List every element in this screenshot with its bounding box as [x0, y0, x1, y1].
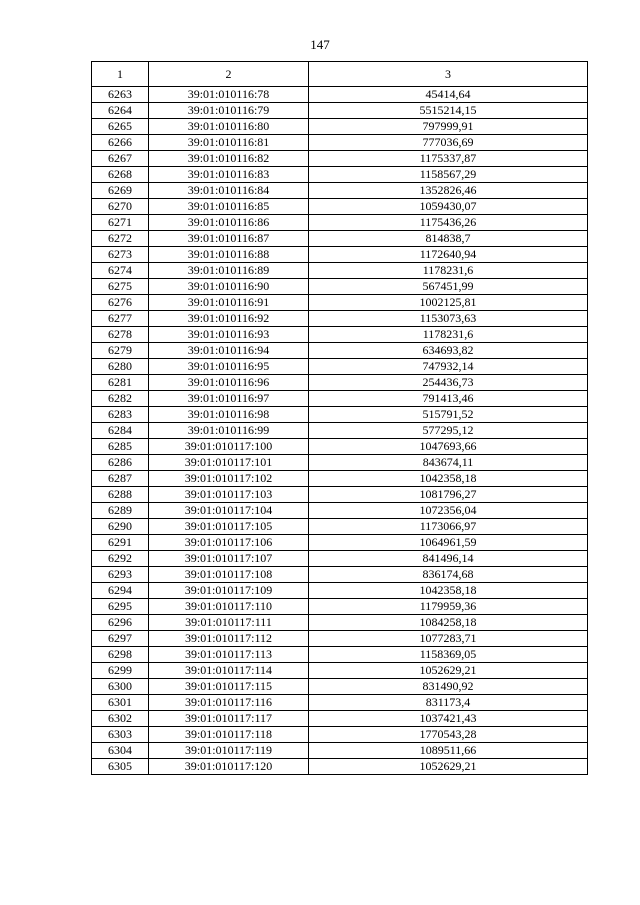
column-header-2: 2: [149, 62, 309, 87]
cadastral-value-cell: 1770543,28: [309, 727, 588, 743]
table-row: [92, 615, 588, 631]
table-row: [92, 231, 588, 247]
cadastral-value-cell: 747932,14: [309, 359, 588, 375]
cadastral-value-table: [91, 61, 588, 775]
cadastral-number-cell: 39:01:010116:81: [149, 135, 309, 151]
row-number-cell: 6266: [92, 135, 149, 151]
cadastral-number-cell: 39:01:010116:83: [149, 167, 309, 183]
row-number-cell: 6287: [92, 471, 149, 487]
cadastral-value-cell: 1037421,43: [309, 711, 588, 727]
cadastral-value-cell: 515791,52: [309, 407, 588, 423]
table-row: [92, 375, 588, 391]
cadastral-value-cell: 577295,12: [309, 423, 588, 439]
page-number: 147: [310, 37, 330, 52]
row-number-cell: 6278: [92, 327, 149, 343]
cadastral-number-cell: 39:01:010116:78: [149, 87, 309, 103]
table-row: [92, 279, 588, 295]
cadastral-number-cell: 39:01:010117:111: [149, 615, 309, 631]
table-row: [92, 247, 588, 263]
cadastral-value-cell: 831173,4: [309, 695, 588, 711]
table-row: [92, 151, 588, 167]
cadastral-number-cell: 39:01:010116:96: [149, 375, 309, 391]
cadastral-number-cell: 39:01:010117:114: [149, 663, 309, 679]
row-number-cell: 6264: [92, 103, 149, 119]
table-row: [92, 663, 588, 679]
row-number-cell: 6291: [92, 535, 149, 551]
table-header-row: [92, 62, 588, 87]
cadastral-number-cell: 39:01:010117:118: [149, 727, 309, 743]
row-number-cell: 6297: [92, 631, 149, 647]
cadastral-value-cell: 1158567,29: [309, 167, 588, 183]
cadastral-value-cell: 777036,69: [309, 135, 588, 151]
row-number-cell: 6293: [92, 567, 149, 583]
table-row: [92, 119, 588, 135]
cadastral-number-cell: 39:01:010117:113: [149, 647, 309, 663]
row-number-cell: 6292: [92, 551, 149, 567]
row-number-cell: 6285: [92, 439, 149, 455]
row-number-cell: 6275: [92, 279, 149, 295]
table-row: [92, 199, 588, 215]
cadastral-number-cell: 39:01:010116:95: [149, 359, 309, 375]
table-row: [92, 647, 588, 663]
row-number-cell: 6263: [92, 87, 149, 103]
table-row: [92, 215, 588, 231]
row-number-cell: 6268: [92, 167, 149, 183]
row-number-cell: 6276: [92, 295, 149, 311]
cadastral-value-cell: 836174,68: [309, 567, 588, 583]
cadastral-number-cell: 39:01:010116:90: [149, 279, 309, 295]
table-row: [92, 311, 588, 327]
row-number-cell: 6305: [92, 759, 149, 775]
table-row: [92, 599, 588, 615]
cadastral-value-cell: 1059430,07: [309, 199, 588, 215]
row-number-cell: 6298: [92, 647, 149, 663]
cadastral-value-cell: 1175436,26: [309, 215, 588, 231]
cadastral-value-cell: 1178231,6: [309, 263, 588, 279]
cadastral-number-cell: 39:01:010116:80: [149, 119, 309, 135]
table-row: [92, 343, 588, 359]
table-row: [92, 135, 588, 151]
cadastral-number-cell: 39:01:010117:102: [149, 471, 309, 487]
cadastral-value-cell: 567451,99: [309, 279, 588, 295]
table-row: [92, 103, 588, 119]
table-row: [92, 679, 588, 695]
row-number-cell: 6300: [92, 679, 149, 695]
cadastral-value-cell: 797999,91: [309, 119, 588, 135]
column-header-1: 1: [92, 62, 149, 87]
table-row: [92, 535, 588, 551]
cadastral-number-cell: 39:01:010117:109: [149, 583, 309, 599]
row-number-cell: 6283: [92, 407, 149, 423]
cadastral-number-cell: 39:01:010116:91: [149, 295, 309, 311]
row-number-cell: 6286: [92, 455, 149, 471]
cadastral-number-cell: 39:01:010116:94: [149, 343, 309, 359]
cadastral-value-cell: 841496,14: [309, 551, 588, 567]
cadastral-number-cell: 39:01:010117:112: [149, 631, 309, 647]
cadastral-number-cell: 39:01:010117:110: [149, 599, 309, 615]
cadastral-value-cell: 1173066,97: [309, 519, 588, 535]
table-row: [92, 455, 588, 471]
cadastral-value-cell: 1089511,66: [309, 743, 588, 759]
table-row: [92, 743, 588, 759]
cadastral-number-cell: 39:01:010116:97: [149, 391, 309, 407]
row-number-cell: 6270: [92, 199, 149, 215]
cadastral-value-cell: 1002125,81: [309, 295, 588, 311]
table-row: [92, 551, 588, 567]
row-number-cell: 6277: [92, 311, 149, 327]
row-number-cell: 6302: [92, 711, 149, 727]
column-header-3: 3: [309, 62, 588, 87]
row-number-cell: 6279: [92, 343, 149, 359]
cadastral-number-cell: 39:01:010116:99: [149, 423, 309, 439]
table-row: [92, 407, 588, 423]
row-number-cell: 6294: [92, 583, 149, 599]
cadastral-value-cell: 1179959,36: [309, 599, 588, 615]
table-row: [92, 503, 588, 519]
table-row: [92, 327, 588, 343]
cadastral-value-cell: 831490,92: [309, 679, 588, 695]
cadastral-number-cell: 39:01:010117:115: [149, 679, 309, 695]
table-row: [92, 391, 588, 407]
row-number-cell: 6272: [92, 231, 149, 247]
cadastral-value-cell: 1052629,21: [309, 759, 588, 775]
cadastral-number-cell: 39:01:010116:85: [149, 199, 309, 215]
row-number-cell: 6267: [92, 151, 149, 167]
cadastral-value-cell: 843674,11: [309, 455, 588, 471]
row-number-cell: 6289: [92, 503, 149, 519]
cadastral-value-cell: 791413,46: [309, 391, 588, 407]
cadastral-number-cell: 39:01:010117:120: [149, 759, 309, 775]
cadastral-value-cell: 1158369,05: [309, 647, 588, 663]
cadastral-value-cell: 1072356,04: [309, 503, 588, 519]
cadastral-number-cell: 39:01:010116:82: [149, 151, 309, 167]
row-number-cell: 6280: [92, 359, 149, 375]
cadastral-number-cell: 39:01:010117:100: [149, 439, 309, 455]
table-row: [92, 759, 588, 775]
cadastral-number-cell: 39:01:010116:87: [149, 231, 309, 247]
table-row: [92, 583, 588, 599]
cadastral-number-cell: 39:01:010117:101: [149, 455, 309, 471]
table-row: [92, 487, 588, 503]
row-number-cell: 6281: [92, 375, 149, 391]
table-row: [92, 439, 588, 455]
cadastral-value-cell: 1172640,94: [309, 247, 588, 263]
cadastral-number-cell: 39:01:010117:119: [149, 743, 309, 759]
table-row: [92, 167, 588, 183]
cadastral-value-cell: 1153073,63: [309, 311, 588, 327]
cadastral-value-cell: 1352826,46: [309, 183, 588, 199]
table-row: [92, 727, 588, 743]
table-row: [92, 471, 588, 487]
cadastral-value-cell: 1084258,18: [309, 615, 588, 631]
row-number-cell: 6304: [92, 743, 149, 759]
row-number-cell: 6295: [92, 599, 149, 615]
cadastral-value-cell: 1077283,71: [309, 631, 588, 647]
row-number-cell: 6299: [92, 663, 149, 679]
cadastral-value-cell: 1047693,66: [309, 439, 588, 455]
cadastral-value-cell: 1052629,21: [309, 663, 588, 679]
row-number-cell: 6301: [92, 695, 149, 711]
row-number-cell: 6296: [92, 615, 149, 631]
table-header: [92, 62, 588, 87]
cadastral-value-cell: 1042358,18: [309, 471, 588, 487]
cadastral-value-cell: 1064961,59: [309, 535, 588, 551]
cadastral-value-cell: 814838,7: [309, 231, 588, 247]
row-number-cell: 6273: [92, 247, 149, 263]
table-row: [92, 711, 588, 727]
row-number-cell: 6271: [92, 215, 149, 231]
table-row: [92, 519, 588, 535]
table-row: [92, 359, 588, 375]
cadastral-value-cell: 634693,82: [309, 343, 588, 359]
cadastral-value-cell: 1175337,87: [309, 151, 588, 167]
cadastral-number-cell: 39:01:010117:107: [149, 551, 309, 567]
cadastral-value-cell: 1081796,27: [309, 487, 588, 503]
cadastral-number-cell: 39:01:010116:86: [149, 215, 309, 231]
cadastral-number-cell: 39:01:010116:88: [149, 247, 309, 263]
row-number-cell: 6288: [92, 487, 149, 503]
cadastral-number-cell: 39:01:010117:106: [149, 535, 309, 551]
row-number-cell: 6265: [92, 119, 149, 135]
cadastral-number-cell: 39:01:010117:116: [149, 695, 309, 711]
cadastral-number-cell: 39:01:010117:108: [149, 567, 309, 583]
row-number-cell: 6284: [92, 423, 149, 439]
row-number-cell: 6290: [92, 519, 149, 535]
row-number-cell: 6274: [92, 263, 149, 279]
table-row: [92, 295, 588, 311]
row-number-cell: 6269: [92, 183, 149, 199]
cadastral-number-cell: 39:01:010116:98: [149, 407, 309, 423]
cadastral-number-cell: 39:01:010116:84: [149, 183, 309, 199]
cadastral-value-cell: 45414,64: [309, 87, 588, 103]
table-row: [92, 567, 588, 583]
cadastral-number-cell: 39:01:010116:92: [149, 311, 309, 327]
row-number-cell: 6282: [92, 391, 149, 407]
table-row: [92, 263, 588, 279]
cadastral-number-cell: 39:01:010117:117: [149, 711, 309, 727]
table-row: [92, 183, 588, 199]
table-row: [92, 87, 588, 103]
cadastral-number-cell: 39:01:010116:89: [149, 263, 309, 279]
cadastral-number-cell: 39:01:010117:105: [149, 519, 309, 535]
table-body: [92, 87, 588, 775]
cadastral-value-cell: 254436,73: [309, 375, 588, 391]
cadastral-value-cell: 5515214,15: [309, 103, 588, 119]
row-number-cell: 6303: [92, 727, 149, 743]
cadastral-value-cell: 1178231,6: [309, 327, 588, 343]
cadastral-number-cell: 39:01:010116:79: [149, 103, 309, 119]
cadastral-number-cell: 39:01:010116:93: [149, 327, 309, 343]
table-row: [92, 695, 588, 711]
table-row: [92, 423, 588, 439]
cadastral-number-cell: 39:01:010117:103: [149, 487, 309, 503]
cadastral-value-cell: 1042358,18: [309, 583, 588, 599]
table-row: [92, 631, 588, 647]
cadastral-number-cell: 39:01:010117:104: [149, 503, 309, 519]
